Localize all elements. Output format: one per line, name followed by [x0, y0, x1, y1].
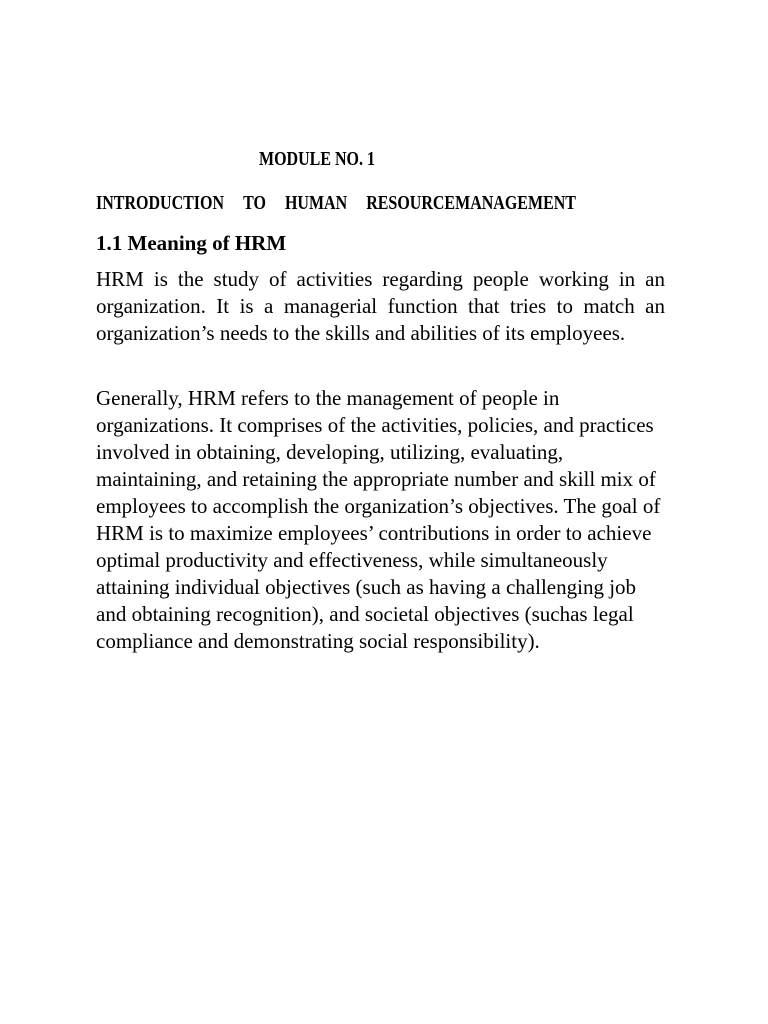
body-paragraph: Generally, HRM refers to the management of people in organizations. It comprises of the activities, policies, and practices involved in obtaining, developing, utilizing, evaluating, maintaining, and retaining the appropriate number and skill mix of employees to accomplish the organization’s objectives. The goal of HRM is to maximize employees’ contributions in order to achieve optimal productivity and effectiveness, while simultaneously attaining individual objectives (such as having a challenging job and obtaining recognition), and societal objectives (suchas legal compliance and demonstrating social responsibility). — [96, 386, 661, 653]
body-paragraph: HRM is the study of activities regarding people working in an organization. It is a managerial function that tries to match an organization’s needs to the skills and abilities of its employees. — [96, 267, 665, 345]
chapter-title — [96, 190, 576, 216]
module-title: MODULE NO. 1 — [259, 148, 375, 170]
section-heading: 1.1 Meaning of HRM — [96, 231, 287, 255]
chapter-title-word: TO — [243, 192, 266, 214]
chapter-title-word: INTRODUCTION — [96, 192, 225, 214]
chapter-title-word: HUMAN — [284, 192, 348, 214]
chapter-title-word: RESOURCEMANAGEMENT — [366, 192, 576, 214]
